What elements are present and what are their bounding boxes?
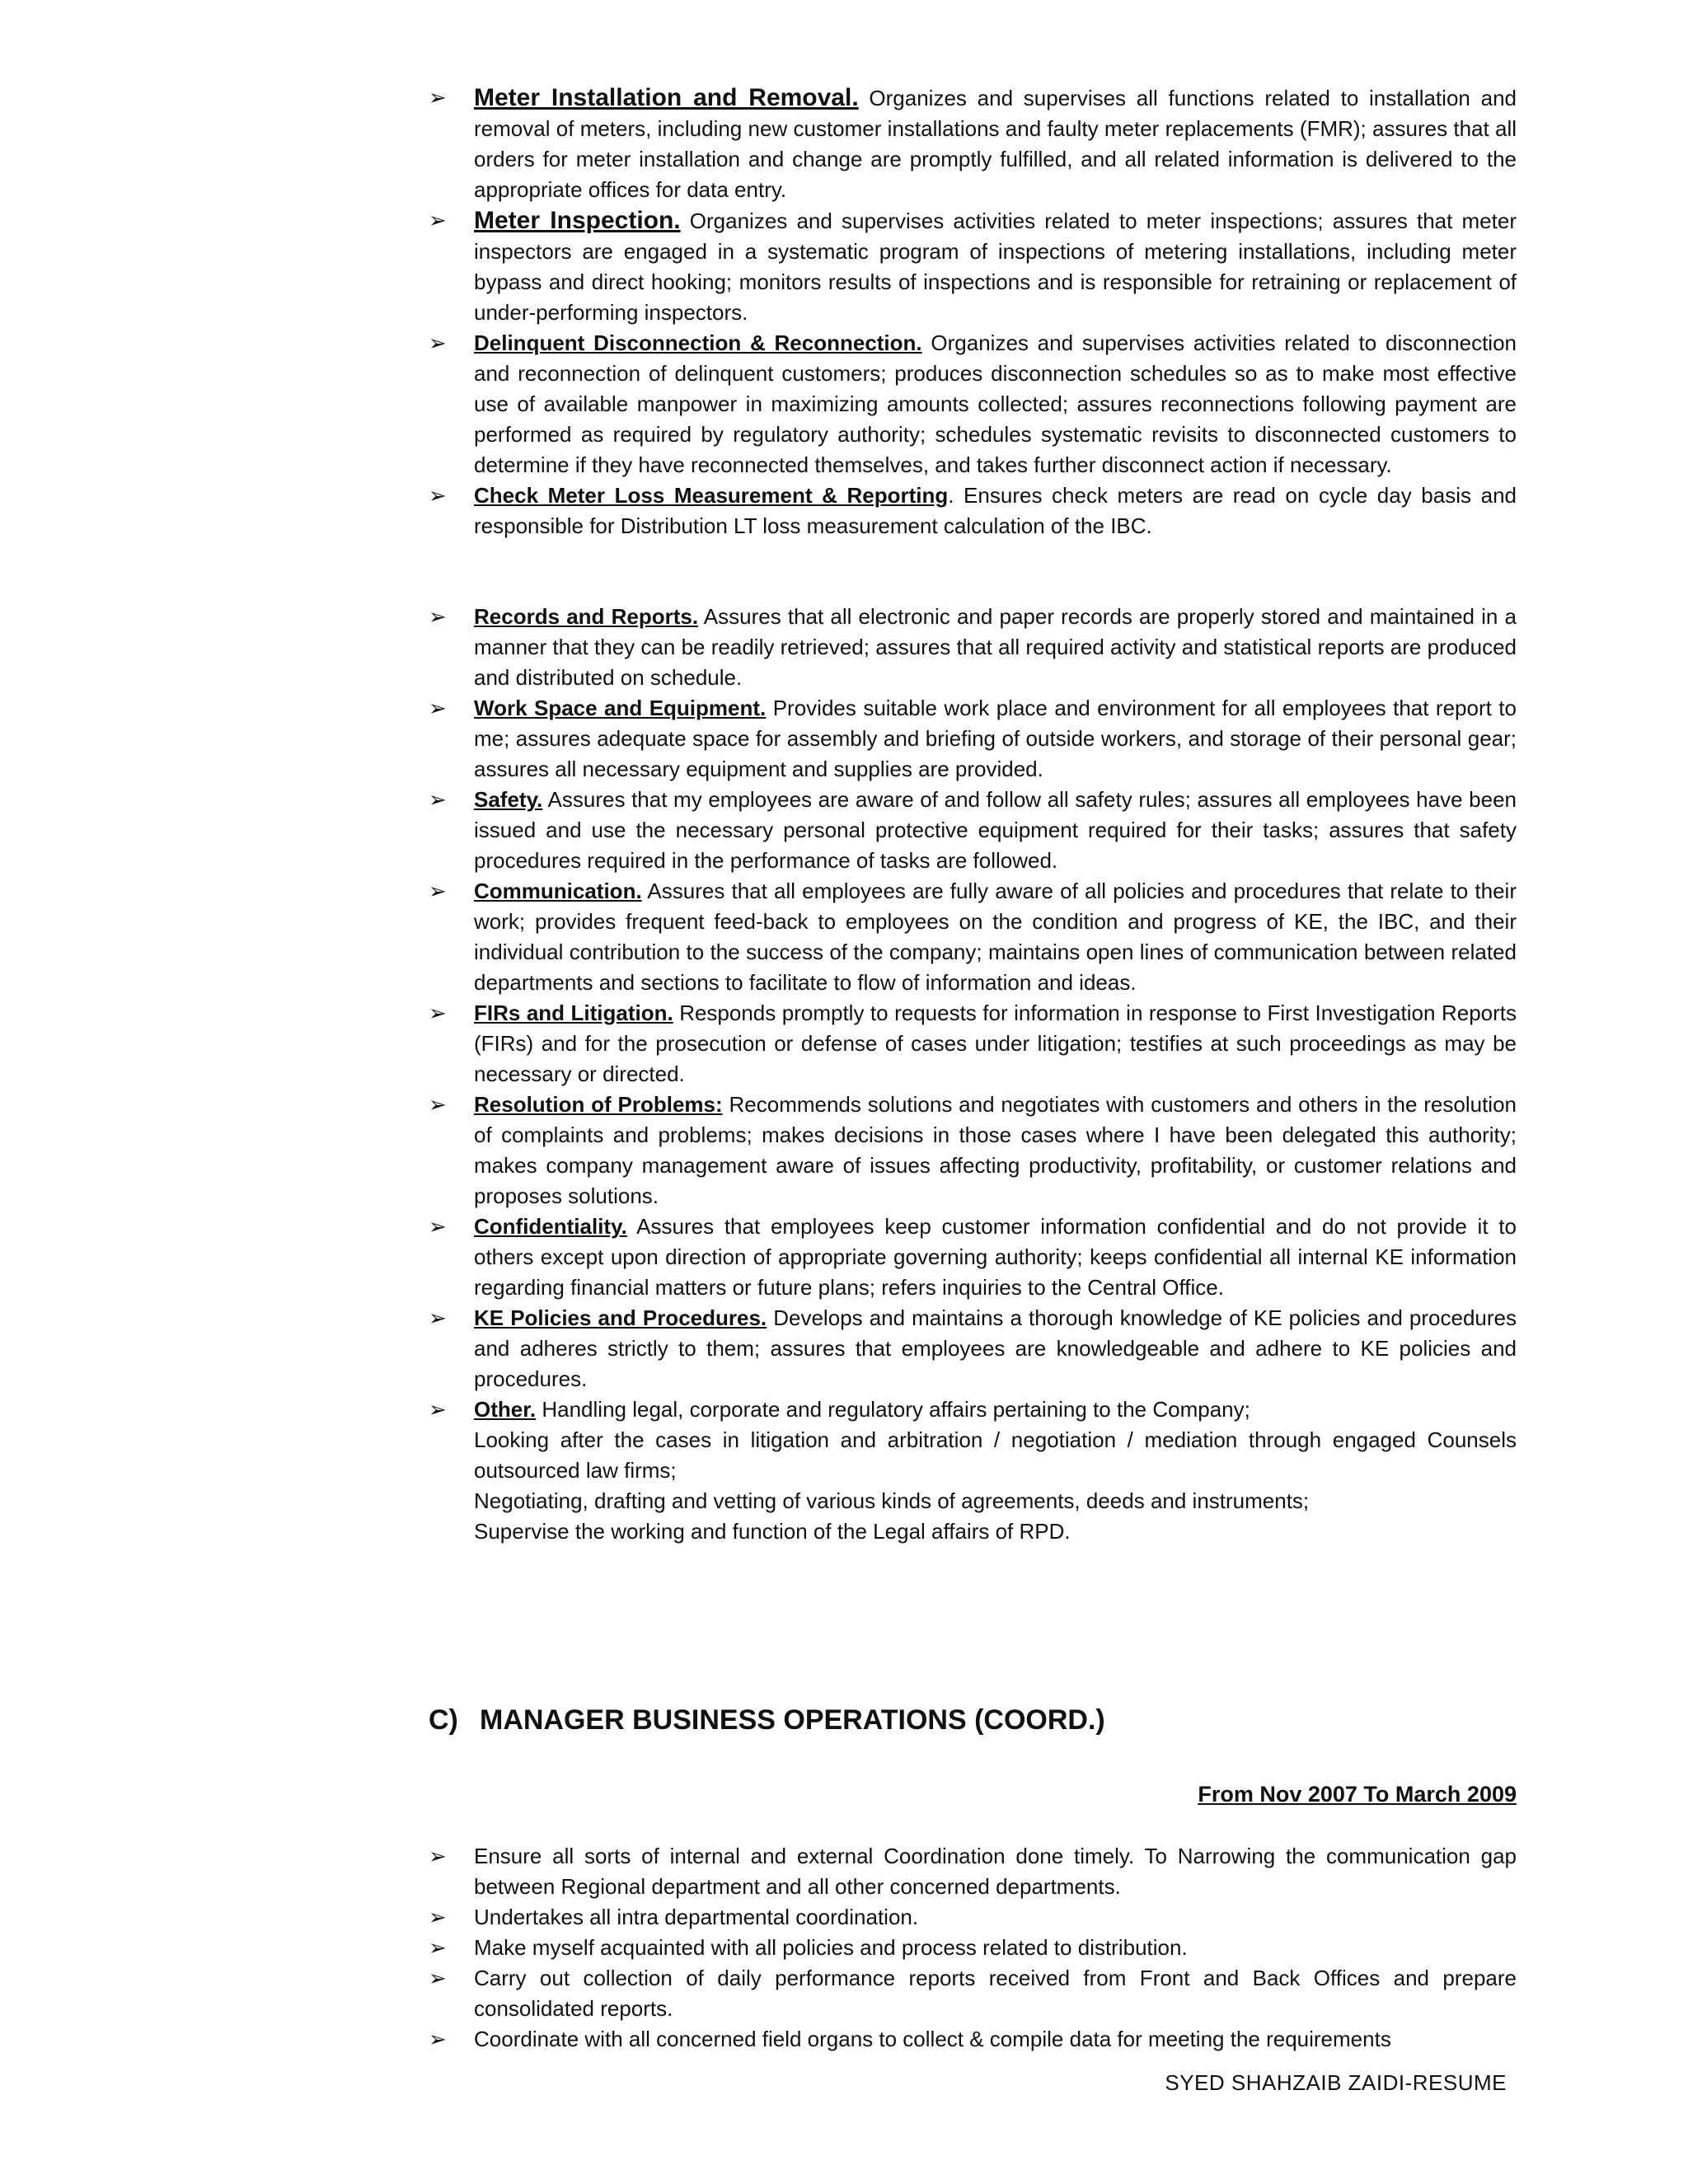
arrow-bullet-icon: ➢: [429, 696, 447, 720]
item-title: Meter Inspection.: [474, 207, 681, 234]
list-item: [429, 2024, 1517, 2055]
list-item: [429, 785, 1517, 876]
employment-period: From Nov 2007 To March 2009: [1198, 1782, 1517, 1807]
list-item: [429, 205, 1517, 328]
item-text: Assures that my employees are aware of and follow all safety rules; assures all employees have been issued and use the necessary personal protective equipment required for their tasks; assures that safety procedures required in the performance of tasks are followed.: [474, 787, 1517, 873]
item-text: Develops and maintains a thorough knowledge of KE policies and procedures and adheres strictly to them; assures that employees are knowledgeable and adhere to KE policies and procedures.: [474, 1305, 1517, 1391]
list-item: [429, 1303, 1517, 1394]
item-text: Organizes and supervises activities related to meter inspections; assures that meter inspectors are engaged in a systematic program of inspections of metering installations, including meter bypass and direct hooking; monitors results of inspections and is responsible for retraining or replacement of under-performing inspectors.: [474, 209, 1517, 325]
arrow-bullet-icon: ➢: [429, 1092, 447, 1117]
list-item: [429, 480, 1517, 541]
arrow-bullet-icon: ➢: [429, 330, 447, 355]
section-letter: C): [429, 1704, 458, 1736]
item-text: Ensure all sorts of internal and external Coordination done timely. To Narrowing the communication gap between Regional department and all other concerned departments.: [474, 1844, 1517, 1899]
arrow-bullet-icon: ➢: [429, 1305, 447, 1330]
list-item: [429, 1963, 1517, 2024]
item-text: . Ensures check meters are read on cycle day basis and responsible for Distribution LT loss measurement calculation of the IBC.: [474, 483, 1517, 538]
item-title: Other.: [474, 1397, 537, 1422]
item-text: Provides suitable work place and environment for all employees that report to me; assures adequate space for assembly and briefing of outside workers, and storage of their personal gear; assures all necessary equipment and supplies are provided.: [474, 696, 1517, 781]
list-item: [429, 602, 1517, 693]
list-item-other: [429, 1394, 1517, 1547]
arrow-bullet-icon: ➢: [429, 604, 447, 629]
duties-list-bottom: [429, 1841, 1517, 2055]
item-text: Assures that employees keep customer information confidential and do not provide it to others except upon direction of appropriate governing authority; keeps confidential all internal KE information regarding financial matters or future plans; refers inquiries to the Central Office.: [474, 1214, 1517, 1300]
list-item: [429, 1933, 1517, 1963]
page-footer: SYED SHAHZAIB ZAIDI-RESUME: [1165, 2070, 1507, 2095]
list-item: [429, 876, 1517, 998]
item-text: Negotiating, drafting and vetting of various kinds of agreements, deeds and instruments;: [474, 1488, 1310, 1513]
list-item: [429, 693, 1517, 785]
item-title: KE Policies and Procedures.: [474, 1305, 767, 1330]
item-text: Organizes and supervises all functions related to installation and removal of meters, including new customer installations and faulty meter replacements (FMR); assures that all orders for meter installation and change are promptly fulfilled, and all related information is delivered to the appropriate offices for data entry.: [474, 86, 1517, 202]
arrow-bullet-icon: ➢: [429, 1397, 447, 1422]
item-text: Supervise the working and function of the Legal affairs of RPD.: [474, 1519, 1071, 1544]
arrow-bullet-icon: ➢: [429, 1844, 447, 1868]
item-text: Responds promptly to requests for information in response to First Investigation Reports (FIRs) and for the prosecution or defense of cases under litigation; testifies at such proceedings as may be necessary or directed.: [474, 1001, 1517, 1086]
arrow-bullet-icon: ➢: [429, 787, 447, 812]
arrow-bullet-icon: ➢: [429, 1001, 447, 1025]
item-title: Resolution of Problems:: [474, 1092, 723, 1117]
arrow-bullet-icon: ➢: [429, 2027, 447, 2051]
item-title: Delinquent Disconnection & Reconnection.: [474, 330, 922, 355]
section-heading: [429, 1704, 1105, 1736]
item-title: Meter Installation and Removal.: [474, 84, 859, 111]
arrow-bullet-icon: ➢: [429, 879, 447, 903]
list-item: [429, 328, 1517, 480]
item-text: Assures that all employees are fully aware of all policies and procedures that relate to their work; provides frequent feed-back to employees on the condition and progress of KE, the IBC, and their individual contribution to the success of the company; maintains open lines of communication between related departments and sections to facilitate to flow of information and ideas.: [474, 879, 1517, 995]
item-text: Undertakes all intra departmental coordination.: [474, 1905, 919, 1929]
item-text: Recommends solutions and negotiates with customers and others in the resolution of complaints and problems; makes decisions in those cases where I have been delegated this authority; makes company management aware of issues affecting productivity, profitability, or customer relations and proposes solutions.: [474, 1092, 1517, 1208]
item-title: Records and Reports.: [474, 604, 699, 629]
list-item: [429, 998, 1517, 1090]
duties-list-middle: [429, 602, 1517, 1547]
list-item: [429, 1090, 1517, 1212]
arrow-bullet-icon: ➢: [429, 1214, 447, 1239]
item-title: Confidentiality.: [474, 1214, 627, 1239]
item-text: Organizes and supervises activities related to disconnection and reconnection of delinquent customers; produces disconnection schedules so as to make most effective use of available manpower in maximizing amounts collected; assures reconnections following payment are performed as required by regulatory authority; schedules systematic revisits to disconnected customers to determine if they have reconnected themselves, and takes further disconnect action if necessary.: [474, 330, 1517, 477]
item-title: Work Space and Equipment.: [474, 696, 767, 720]
list-item: [429, 1212, 1517, 1303]
item-title: Check Meter Loss Measurement & Reporting: [474, 483, 949, 508]
section-title: MANAGER BUSINESS OPERATIONS (COORD.): [480, 1704, 1105, 1736]
item-text: Coordinate with all concerned field organs to collect & compile data for meeting the requirements: [474, 2027, 1391, 2051]
list-item: [429, 1902, 1517, 1933]
arrow-bullet-icon: ➢: [429, 1935, 447, 1960]
item-text: Looking after the cases in litigation and arbitration / negotiation / mediation through engaged Counsels outsourced law firms;: [474, 1427, 1517, 1483]
list-item: [429, 1841, 1517, 1902]
item-text: Assures that all electronic and paper records are properly stored and maintained in a manner that they can be readily retrieved; assures that all required activity and statistical reports are produced and distributed on schedule.: [474, 604, 1517, 690]
arrow-bullet-icon: ➢: [429, 1905, 447, 1929]
arrow-bullet-icon: ➢: [429, 85, 447, 110]
duties-list-top: [429, 82, 1517, 541]
list-item: [429, 82, 1517, 205]
item-title: FIRs and Litigation.: [474, 1001, 673, 1025]
arrow-bullet-icon: ➢: [429, 1966, 447, 1990]
arrow-bullet-icon: ➢: [429, 208, 447, 232]
item-text: Make myself acquainted with all policies and process related to distribution.: [474, 1935, 1188, 1960]
item-title: Safety.: [474, 787, 543, 812]
item-title: Communication.: [474, 879, 642, 903]
arrow-bullet-icon: ➢: [429, 483, 447, 508]
item-text: Handling legal, corporate and regulatory affairs pertaining to the Company;: [536, 1397, 1250, 1422]
item-text: Carry out collection of daily performance reports received from Front and Back Offices and prepare consolidated reports.: [474, 1966, 1517, 2021]
